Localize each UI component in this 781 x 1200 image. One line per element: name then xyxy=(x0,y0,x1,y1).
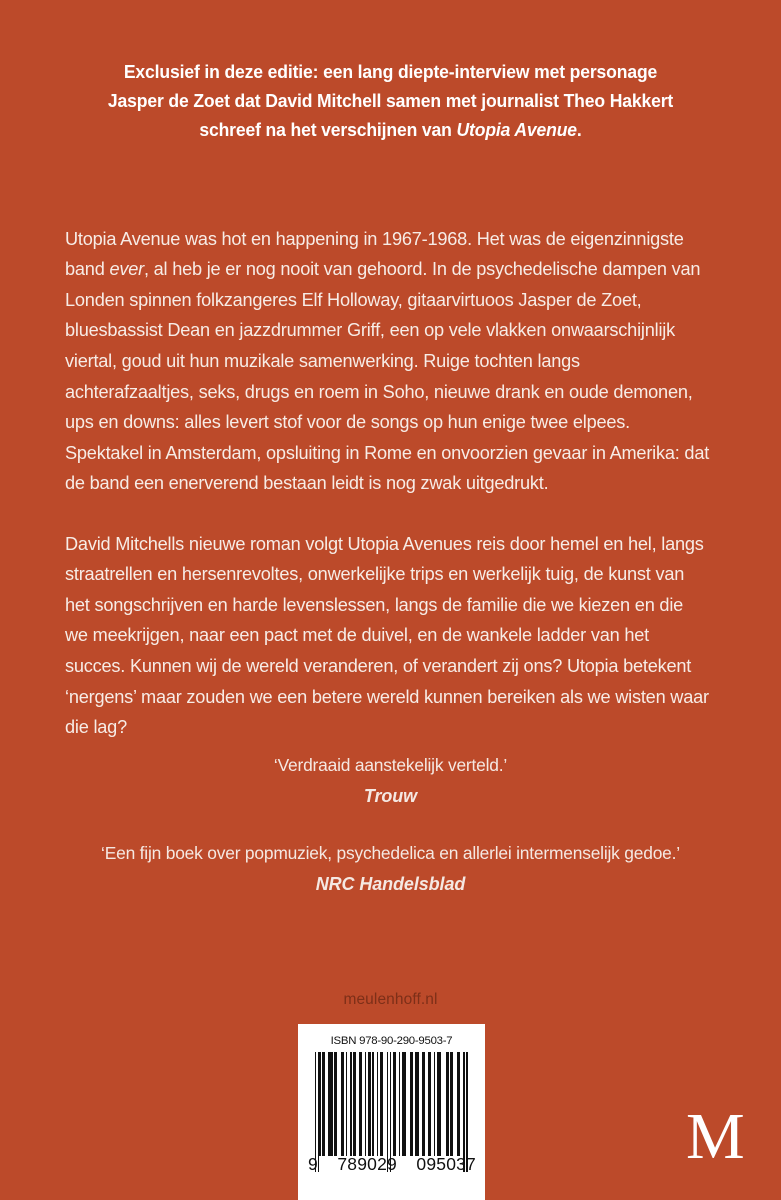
barcode-digits-left: 789029 xyxy=(337,1154,397,1174)
barcode-panel xyxy=(298,1024,485,1200)
barcode-bars xyxy=(315,1052,468,1156)
promo-banner-line-2: Jasper de Zoet dat David Mitchell samen met journalist Theo Hakkert xyxy=(107,90,674,111)
promo-banner-book-title: Utopia Avenue xyxy=(456,119,577,140)
blurb-paragraph-1 xyxy=(65,224,710,499)
press-quote-1-source: Trouw xyxy=(363,786,418,806)
blurb-emphasis-ever: ever xyxy=(109,258,144,280)
promo-banner-line-1: Exclusief in deze editie: een lang diepte-interview met personage xyxy=(123,61,658,82)
press-quote-2-text: ‘Een fijn boek over popmuziek, psychedelica en allerlei intermenselijk gedoe.’ xyxy=(101,843,680,863)
press-quote-2 xyxy=(0,840,781,897)
press-quote-1-text: ‘Verdraaid aanstekelijk verteld.’ xyxy=(273,755,508,775)
promo-banner-line-3 xyxy=(77,115,704,144)
blurb-paragraph-2: David Mitchells nieuwe roman volgt Utopia Avenues reis door hemel en hel, langs straatrellen en hersenrevoltes, onwerkelijke trips en werkelijk tuig, de kunst van het songschrijven en harde levenslessen, langs de familie die we kiezen en die we meekrijgen, naar een pact met de duivel, en de wankele ladder van het succes. Kunnen wij de wereld veranderen, of verandert zij ons? Utopia betekent ‘nergens’ maar zouden we een betere wereld kunnen bereiken als we wisten waar die lag? xyxy=(65,532,709,738)
isbn-label: ISBN 978-90-290-9503-7 xyxy=(330,1035,453,1047)
barcode-digits xyxy=(307,1154,476,1175)
promo-banner-line-3-text: schreef na het verschijnen van xyxy=(199,119,457,140)
barcode-digit-lead: 9 xyxy=(308,1154,318,1174)
meulenhoff-logo: M xyxy=(686,1100,745,1173)
promo-banner xyxy=(77,57,704,144)
promo-banner-line-3-period: . xyxy=(576,119,582,140)
blurb-paragraph-1-part-1: Utopia Avenue was hot en happening in 1967-1968. Het was de eigenzinnigste band xyxy=(65,227,684,280)
publisher-website: meulenhoff.nl xyxy=(343,991,438,1008)
press-quote-1 xyxy=(0,752,781,809)
blurb-paragraph-1-part-2: , al heb je er nog nooit van gehoord. In de psychedelische dampen van Londen spinnen folkzangeres Elf Holloway, gitaarvirtuoos Jasper de Zoet, bluesbassist Dean en jazzdrummer Griff, een op vele vlakken onwaarschijnlijk viertal, goud uit hun muzikale samenwerking. Ruige tochten langs achterafzaaltjes, seks, drugs en roem in Soho, nieuwe drank en oude demonen, ups en downs: alles levert stof voor de songs op hun enige twee elpees. Spektakel in Amsterdam, opsluiting in Rome en onvoorzien gevaar in Amerika: dat de band een enerverend bestaan leidt is nog zwak uitgedrukt. xyxy=(65,258,710,494)
barcode-digits-right: 095037 xyxy=(416,1154,476,1174)
press-quote-2-source: NRC Handelsblad xyxy=(315,874,466,894)
